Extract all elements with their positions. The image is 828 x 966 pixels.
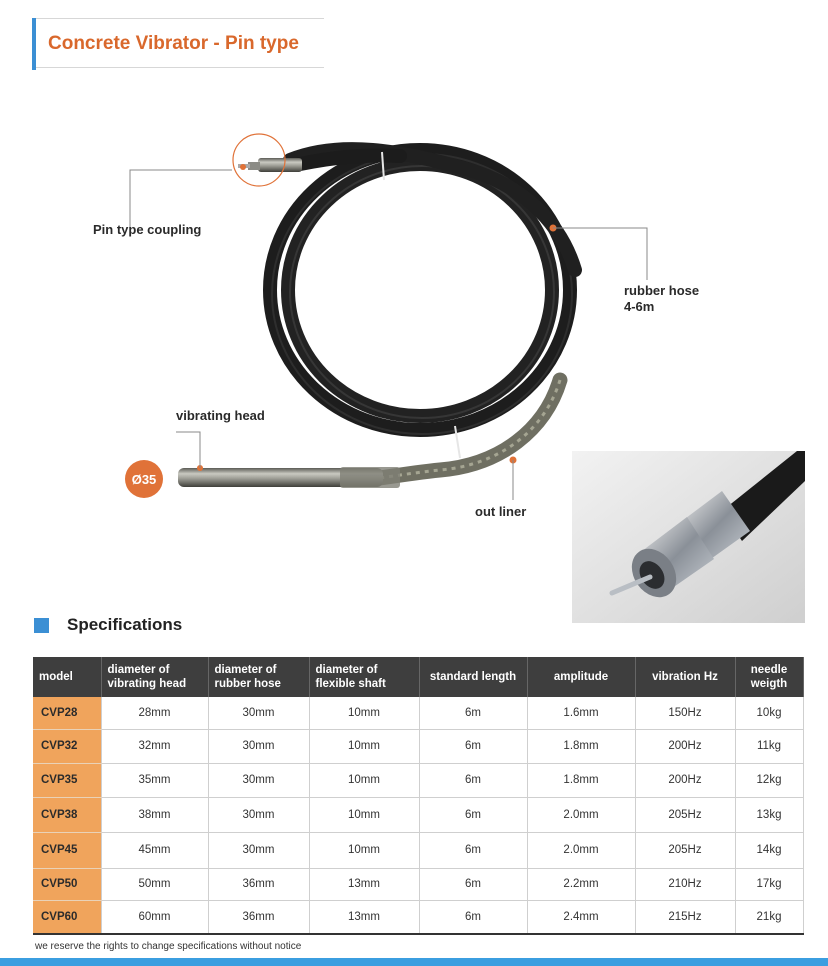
disclaimer-note: we reserve the rights to change specifications without notice [35,941,302,952]
title-divider-top [36,18,324,19]
table-row [33,697,803,729]
table-header-text: diameter of [315,664,378,676]
label-rubber-hose [624,283,699,315]
title-divider-bottom [36,67,324,68]
table-row [33,900,803,934]
table-cell: 6m [419,729,527,763]
label-rubber-hose-length: 4-6m [624,299,655,314]
table-cell: 28mm [101,697,208,729]
table-row [33,763,803,797]
table-header-text: amplitude [553,671,609,683]
coupling-pointer-dot [240,164,246,170]
table-header-text: flexible shaft [315,678,386,690]
specifications-table [33,657,804,935]
table-cell: 12kg [735,763,803,797]
table-cell: 30mm [208,729,309,763]
table-cell: 36mm [208,900,309,934]
title-accent-bar [32,18,36,70]
model-cell: CVP35 [33,763,101,797]
table-cell: 30mm [208,763,309,797]
table-cell: 6m [419,763,527,797]
page-title: Concrete Vibrator - Pin type [48,33,299,54]
table-header-cell [419,657,527,697]
head-leader-line [176,432,200,468]
table-cell: 36mm [208,868,309,900]
table-header-cell [635,657,735,697]
table-header-text: needle [750,664,788,676]
table-cell: 6m [419,697,527,729]
table-cell: 2.0mm [527,832,635,868]
specifications-heading [34,613,182,637]
table-cell: 200Hz [635,729,735,763]
model-cell: CVP60 [33,900,101,934]
table-header-text: weigth [750,678,788,690]
table-header-cell [527,657,635,697]
table-body [33,697,803,934]
specifications-title: Specifications [67,615,183,634]
table-cell: 215Hz [635,900,735,934]
table-header-text: standard length [429,671,517,683]
table-cell: 30mm [208,797,309,832]
bottom-accent-bar [0,958,828,966]
table-cell: 21kg [735,900,803,934]
model-cell: CVP50 [33,868,101,900]
table-cell: 11kg [735,729,803,763]
table-row [33,868,803,900]
pin-coupling [238,158,302,172]
table-cell: 13mm [309,868,419,900]
table-row [33,832,803,868]
table-cell: 6m [419,797,527,832]
label-vibrating-head: vibrating head [176,408,265,423]
table-row [33,729,803,763]
table-header-cell [33,657,101,697]
coupling-leader-line [130,170,232,227]
label-rubber-hose-name: rubber hose [624,283,700,298]
table-cell: 38mm [101,797,208,832]
table-cell: 205Hz [635,797,735,832]
table-header-text: rubber hose [214,678,281,690]
table-cell: 10mm [309,797,419,832]
table-cell: 60mm [101,900,208,934]
table-cell: 1.8mm [527,763,635,797]
table-header-cell [101,657,208,697]
table-cell: 2.4mm [527,900,635,934]
heading-square-icon [34,618,49,633]
table-cell: 30mm [208,697,309,729]
table-cell: 32mm [101,729,208,763]
table-header-cell [735,657,803,697]
table-cell: 1.8mm [527,729,635,763]
table-cell: 10mm [309,832,419,868]
table-cell: 13kg [735,797,803,832]
table-cell: 6m [419,868,527,900]
table-cell: 50mm [101,868,208,900]
table-header-cell [309,657,419,697]
table-cell: 17kg [735,868,803,900]
table-header-text: vibrating head [107,678,187,690]
table-header-cell [208,657,309,697]
table-cell: 10mm [309,729,419,763]
table-cell: 2.2mm [527,868,635,900]
table-cell: 2.0mm [527,797,635,832]
table-cell: 10mm [309,697,419,729]
table-header-text: vibration Hz [652,671,718,683]
table-cell: 30mm [208,832,309,868]
table-header [33,657,803,697]
table-header-row [33,657,803,697]
table-cell: 205Hz [635,832,735,868]
coupling-closeup-photo [572,451,805,623]
table-cell: 10kg [735,697,803,729]
table-cell: 10mm [309,763,419,797]
table-cell: 6m [419,900,527,934]
table-cell: 200Hz [635,763,735,797]
title-box [32,18,324,70]
table-cell: 13mm [309,900,419,934]
table-header-text: model [39,671,73,683]
table-header-text: diameter of [214,664,277,676]
label-pin-type-coupling: Pin type coupling [93,222,202,237]
table-header-text: diameter of [107,664,170,676]
label-out-liner: out liner [475,504,527,519]
table-cell: 35mm [101,763,208,797]
table-cell: 45mm [101,832,208,868]
table-cell: 210Hz [635,868,735,900]
table-row [33,797,803,832]
table-cell: 150Hz [635,697,735,729]
model-cell: CVP28 [33,697,101,729]
model-cell: CVP32 [33,729,101,763]
rubber-hose-coil [270,149,575,434]
model-cell: CVP45 [33,832,101,868]
table-cell: 1.6mm [527,697,635,729]
model-cell: CVP38 [33,797,101,832]
table-cell: 6m [419,832,527,868]
diameter-badge: Ø35 [125,460,163,498]
table-cell: 14kg [735,832,803,868]
